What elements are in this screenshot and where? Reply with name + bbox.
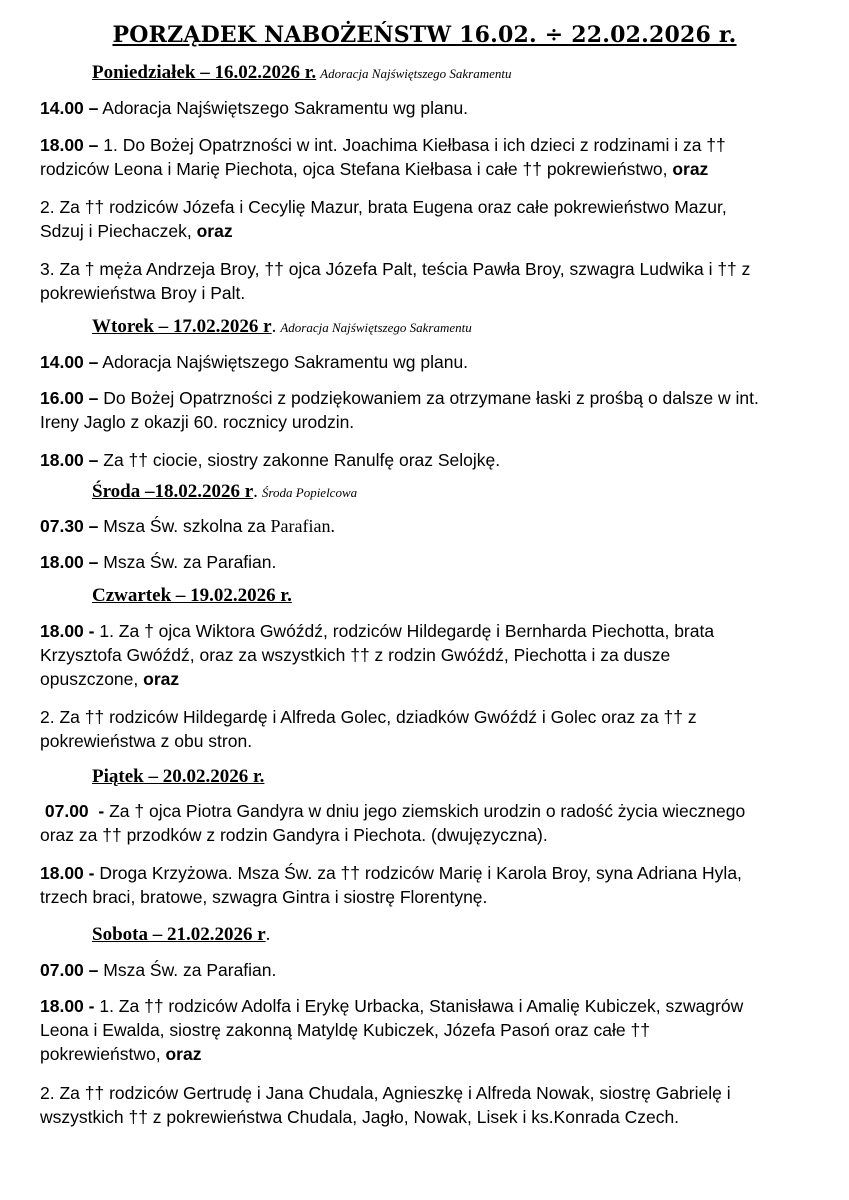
list-item: 3. Za † męża Andrzeja Broy, †† ojca Józefa Palt, teścia Pawła Broy, szwagra Ludwika i †† z pokrewieństwa Broy i Palt. [40, 259, 751, 303]
day-heading-thursday [92, 585, 292, 607]
list-item: 2. Za †† rodziców Józefa i Cecylię Mazur, brata Eugena oraz całe pokrewieństwo Mazur, Sdzuj i Piechaczek, oraz [40, 197, 727, 241]
day-name: Sobota – 21.02.2026 r [92, 924, 266, 945]
list-item: 16.00 – Do Bożej Opatrzności z podziękowaniem za otrzymane łaski z prośbą o dalsze w int. Ireny Jaglo z okazji 60. rocznicy urodzin. [40, 388, 759, 432]
day-note: Adoracja Najświętszego Sakramentu [280, 320, 472, 335]
entry-time: 18.00 – [40, 552, 99, 572]
entry-time: 18.00 - [40, 863, 95, 883]
entry-time: 18.00 – [40, 450, 99, 470]
list-item: 14.00 – Adoracja Najświętszego Sakramentu wg planu. [40, 352, 469, 372]
entry-time: 07.30 – [40, 516, 99, 536]
day-heading-wednesday: Środa –18.02.2026 r. Środa Popielcowa [92, 481, 358, 502]
entry-time: 18.00 - [40, 996, 95, 1016]
list-item: 07.00 – Msza Św. za Parafian. [40, 960, 277, 980]
day-name: Piątek – 20.02.2026 r. [92, 766, 265, 787]
day-name: Czwartek – 19.02.2026 r. [92, 585, 292, 606]
list-item: 18.00 – Za †† ciocie, siostry zakonne Ranulfę oraz Selojkę. [40, 450, 501, 470]
day-name: Środa –18.02.2026 r [92, 481, 254, 502]
list-item: 14.00 – Adoracja Najświętszego Sakramentu wg planu. [40, 98, 469, 118]
entry-time: 14.00 – [40, 352, 99, 372]
entry-time: 07.00 – [40, 960, 99, 980]
day-heading-friday [92, 766, 264, 788]
entry-time: 16.00 – [40, 388, 99, 408]
list-item: 18.00 - Droga Krzyżowa. Msza Św. za †† rodziców Marię i Karola Broy, syna Adriana Hyla, trzech braci, bratowe, szwagra Gintra i siostrę Florentynę. [40, 863, 742, 907]
day-heading-saturday: Sobota – 21.02.2026 r. [92, 924, 271, 945]
entry-time: 18.00 – [40, 135, 99, 155]
day-note: Środa Popielcowa [261, 485, 358, 500]
day-heading-monday [92, 62, 512, 84]
day-heading-tuesday: Wtorek – 17.02.2026 r. Adoracja Najświętszego Sakramentu [92, 316, 472, 337]
list-item: 07.00 - Za † ojca Piotra Gandyra w dniu jego ziemskich urodzin o radość życia wiecznego oraz za †† przodków z rodzin Gandyra i Piechota. (dwujęzyczna). [40, 801, 746, 845]
list-item: 2. Za †† rodziców Gertrudę i Jana Chudala, Agnieszkę i Alfreda Nowak, siostrę Gabrielę i wszystkich †† z pokrewieństwa Chudala, Jagło, Nowak, Lisek i ks.Konrada Czech. [40, 1083, 731, 1127]
list-item: 18.00 – Msza Św. za Parafian. [40, 552, 277, 572]
entry-time: 14.00 – [40, 98, 99, 118]
day-note: Adoracja Najświętszego Sakramentu [320, 66, 512, 81]
entry-time: 07.00 - [40, 801, 105, 821]
list-item: 2. Za †† rodziców Hildegardę i Alfreda Golec, dziadków Gwóźdź i Golec oraz za †† z pokrewieństwa z obu stron. [40, 707, 697, 751]
list-item: 07.30 – Msza Św. szkolna za Parafian. [40, 516, 336, 536]
day-name: Poniedziałek – 16.02.2026 r. [92, 62, 317, 83]
list-item: 18.00 – 1. Do Bożej Opatrzności w int. Joachima Kiełbasa i ich dzieci z rodzinami i za †† rodziców Leona i Marię Piechota, ojca Stefana Kiełbasa i całe †† pokrewieństwo, oraz [40, 135, 726, 179]
entry-time: 18.00 - [40, 621, 95, 641]
day-name: Wtorek – 17.02.2026 r [92, 316, 272, 337]
page-title: PORZĄDEK NABOŻEŃSTW 16.02. ÷ 22.02.2026 r. [112, 22, 737, 48]
list-item: 18.00 - 1. Za † ojca Wiktora Gwóźdź, rodziców Hildegardę i Bernharda Piechotta, brata Krzysztofa Gwóźdź, oraz za wszystkich †† z rodzin Gwóźdź, Piechotta i za dusze opuszczone, oraz [40, 621, 715, 689]
list-item: 18.00 - 1. Za †† rodziców Adolfa i Erykę Urbacka, Stanisława i Amalię Kubiczek, szwagrów Leona i Ewalda, siostrę zakonną Matyldę Kubiczek, Józefa Pasoń oraz całe †† pokrewieństwo, oraz [40, 996, 744, 1064]
